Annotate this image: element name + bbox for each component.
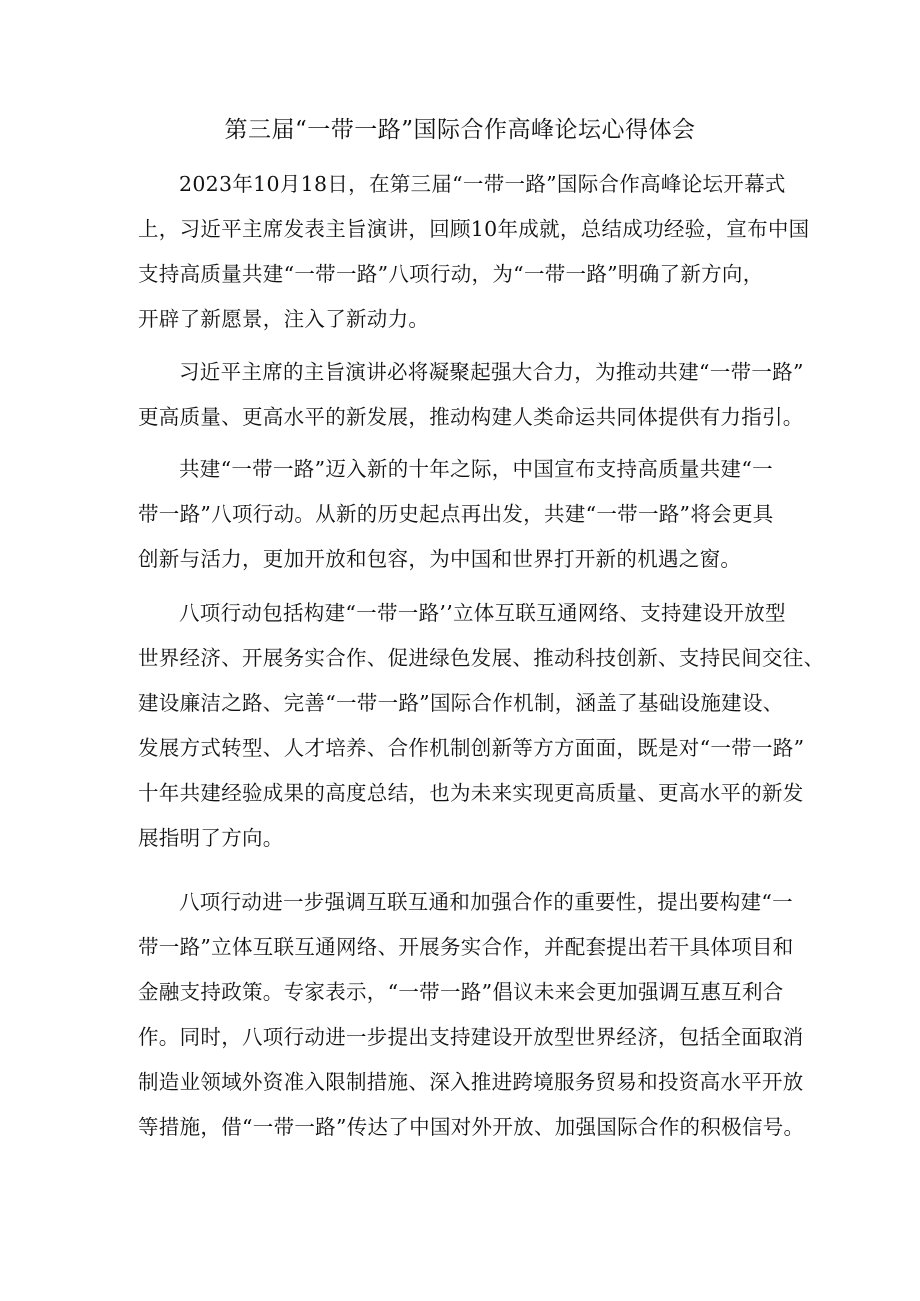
paragraph-line: 八项行动包括构建“一带一路’’立体互联互通网络、支持建设开放型 [179, 601, 786, 625]
paragraph-line: 创新与活力，更加开放和包容，为中国和世界打开新的机遇之窗。 [138, 547, 742, 571]
paragraph-1 [138, 162, 810, 342]
paragraph-line: 制造业领域外资准入限制措施、深入推进跨境服务贸易和投资高水平开放 [138, 1070, 804, 1094]
paragraph-5 [138, 880, 805, 1150]
paragraph-line: 发展方式转型、人才培养、合作机制创新等方方面面，既是对“一带一路” [138, 736, 805, 760]
paragraph-line: 展指明了方向。 [138, 826, 284, 850]
paragraph-line: 上，习近平主席发表主旨演讲，回顾10年成就，总结成功经验，宣布中国 [138, 217, 810, 241]
paragraph-line: 作。同时，八项行动进一步提出支持建设开放型世界经济，包括全面取消 [138, 1025, 804, 1049]
paragraph-line: 等措施，借“一带一路”传达了中国对外开放、加强国际合作的积极信号。 [138, 1115, 805, 1139]
paragraph-line: 2023年10月18日，在第三届“一带一路”国际合作高峰论坛开幕式 [179, 172, 786, 196]
paragraph-line: 世界经济、开展务实合作、促进绿色发展、推动科技创新、支持民间交往、 [138, 646, 825, 670]
paragraph-line: 带一路”八项行动。从新的历史起点再出发，共建“一带一路”将会更具 [138, 502, 774, 526]
paragraph-line: 开辟了新愿景，注入了新动力。 [138, 307, 430, 331]
paragraph-line: 八项行动进一步强调互联互通和加强合作的重要性，提出要构建“一 [179, 890, 793, 914]
paragraph-3 [138, 447, 798, 582]
paragraph-line: 建设廉洁之路、完善“一带一路”国际合作机制，涵盖了基础设施建设、 [138, 691, 784, 715]
paragraph-line: 更高质量、更高水平的新发展，推动构建人类命运共同体提供有力指引。 [138, 405, 804, 429]
paragraph-2 [138, 350, 804, 440]
paragraph-line: 习近平主席的主旨演讲必将凝聚起强大合力，为推动共建“一带一路” [179, 360, 804, 384]
paragraph-line: 带一路”立体互联互通网络、开展务实合作，并配套提出若干具体项目和 [138, 935, 794, 959]
paragraph-line: 金融支持政策。专家表示，“一带一路”倡议未来会更加强调互惠互利合 [138, 980, 784, 1004]
paragraph-line: 十年共建经验成果的高度总结，也为未来实现更高质量、更高水平的新发 [138, 781, 804, 805]
paragraph-line: 支持高质量共建“一带一路”八项行动，为“一带一路”明确了新方向， [138, 262, 764, 286]
paragraph-line: 共建“一带一路”迈入新的十年之际，中国宣布支持高质量共建“一 [179, 457, 773, 481]
paragraph-4 [138, 591, 825, 861]
document-title: 第三届“一带一路”国际合作高峰论坛心得体会 [224, 117, 696, 143]
